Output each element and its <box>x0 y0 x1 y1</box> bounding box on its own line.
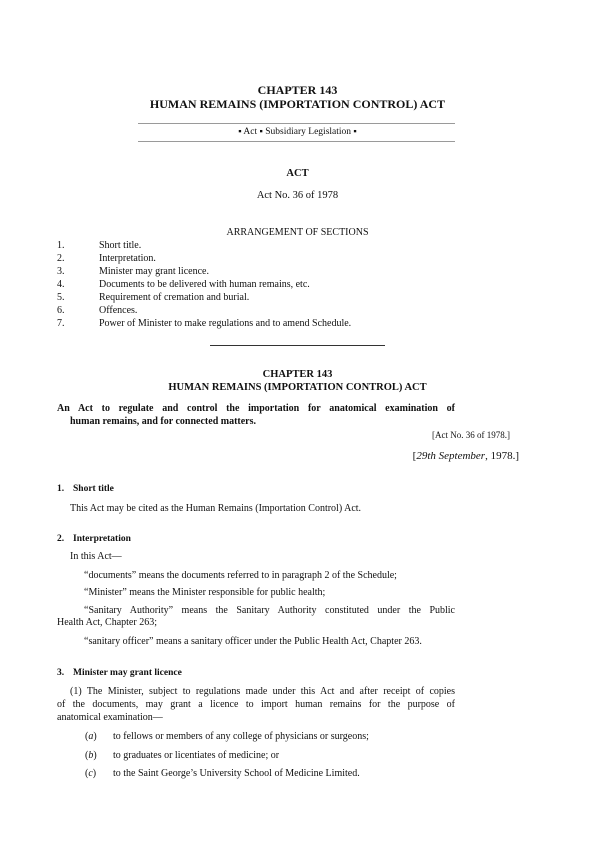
section-number: 2. <box>57 534 65 544</box>
section-divider <box>210 345 385 346</box>
definition-documents: “documents” means the documents referred to in paragraph 2 of the Schedule; <box>84 570 397 581</box>
section-1-text: This Act may be cited as the Human Remains (Importation Control) Act. <box>70 503 362 514</box>
body-title-heading: HUMAN REMAINS (IMPORTATION CONTROL) ACT <box>168 382 427 393</box>
toc-item-number: 6. <box>57 305 65 316</box>
section-title: Minister may grant licence <box>73 668 182 678</box>
arrangement-heading: ARRANGEMENT OF SECTIONS <box>226 227 369 238</box>
section-3-para-line-2: of the documents, may grant a licence to import human remains for the purpose of <box>57 699 455 710</box>
list-item-label: ( c ) <box>85 768 96 779</box>
long-title-line-1: An Act to regulate and control the importation for anatomical examination of <box>57 403 455 414</box>
definition-minister: “Minister” means the Minister responsible for public health; <box>84 587 326 598</box>
toc-item-number: 4. <box>57 279 65 290</box>
date-italic: 29th September <box>416 450 486 462</box>
definition-sanitary-authority-line-2: Health Act, Chapter 263; <box>57 617 157 628</box>
section-number: 1. <box>57 484 65 494</box>
date-bracket-close: , 1978.] <box>485 450 519 462</box>
list-item-text: to fellows or members of any college of physicians or surgeons; <box>113 731 369 742</box>
section-title: Interpretation <box>73 534 131 544</box>
definition-sanitary-authority-line-1: “Sanitary Authority” means the Sanitary Authority constituted under the Public <box>84 605 455 616</box>
toc-item-number: 2. <box>57 253 65 264</box>
section-title: Short title <box>73 484 114 494</box>
act-title-heading: HUMAN REMAINS (IMPORTATION CONTROL) ACT <box>149 97 446 111</box>
commencement-date <box>0 450 519 462</box>
divider-top <box>138 123 455 124</box>
divider-bottom <box>138 141 455 142</box>
section-1-heading <box>57 484 114 494</box>
document-nav-links[interactable]: ▪ Act ▪ Subsidiary Legislation ▪ <box>238 127 357 137</box>
body-chapter-heading: CHAPTER 143 <box>262 369 333 380</box>
list-item-label: ( a ) <box>85 731 97 742</box>
act-reference: [Act No. 36 of 1978.] <box>432 430 510 440</box>
act-number: Act No. 36 of 1978 <box>256 190 339 201</box>
toc-item-number: 5. <box>57 292 65 303</box>
long-title-line-2: human remains, and for connected matters. <box>70 416 257 427</box>
toc-item-number: 7. <box>57 318 65 329</box>
toc-item-title[interactable]: Interpretation. <box>99 253 156 264</box>
toc-item-title[interactable]: Offences. <box>99 305 138 316</box>
list-item-text: to graduates or licentiates of medicine; or <box>113 750 280 761</box>
toc-item-title[interactable]: Documents to be delivered with human remains, etc. <box>99 279 310 290</box>
section-3-para-line-1: (1) The Minister, subject to regulations made under this Act and after receipt of copies <box>70 686 455 697</box>
toc-item-title[interactable]: Power of Minister to make regulations and to amend Schedule. <box>99 318 352 329</box>
definition-sanitary-officer: “sanitary officer” means a sanitary officer under the Public Health Act, Chapter 263. <box>84 636 422 647</box>
toc-item-title[interactable]: Requirement of cremation and burial. <box>99 292 250 303</box>
section-2-intro: In this Act— <box>70 551 122 562</box>
toc-item-title[interactable]: Minister may grant licence. <box>99 266 209 277</box>
section-3-heading <box>57 668 182 678</box>
list-item-label: ( b ) <box>85 750 97 761</box>
section-2-heading <box>57 534 131 544</box>
section-number: 3. <box>57 668 65 678</box>
toc-item-number: 3. <box>57 266 65 277</box>
chapter-heading: CHAPTER 143 <box>257 83 338 97</box>
toc-item-title[interactable]: Short title. <box>99 240 142 251</box>
toc-item-number: 1. <box>57 240 65 251</box>
date-bracket-open: [ <box>412 450 417 462</box>
list-item-text: to the Saint George’s University School of Medicine Limited. <box>113 768 360 779</box>
act-heading: ACT <box>286 168 309 179</box>
section-3-para-line-3: anatomical examination— <box>57 712 163 723</box>
